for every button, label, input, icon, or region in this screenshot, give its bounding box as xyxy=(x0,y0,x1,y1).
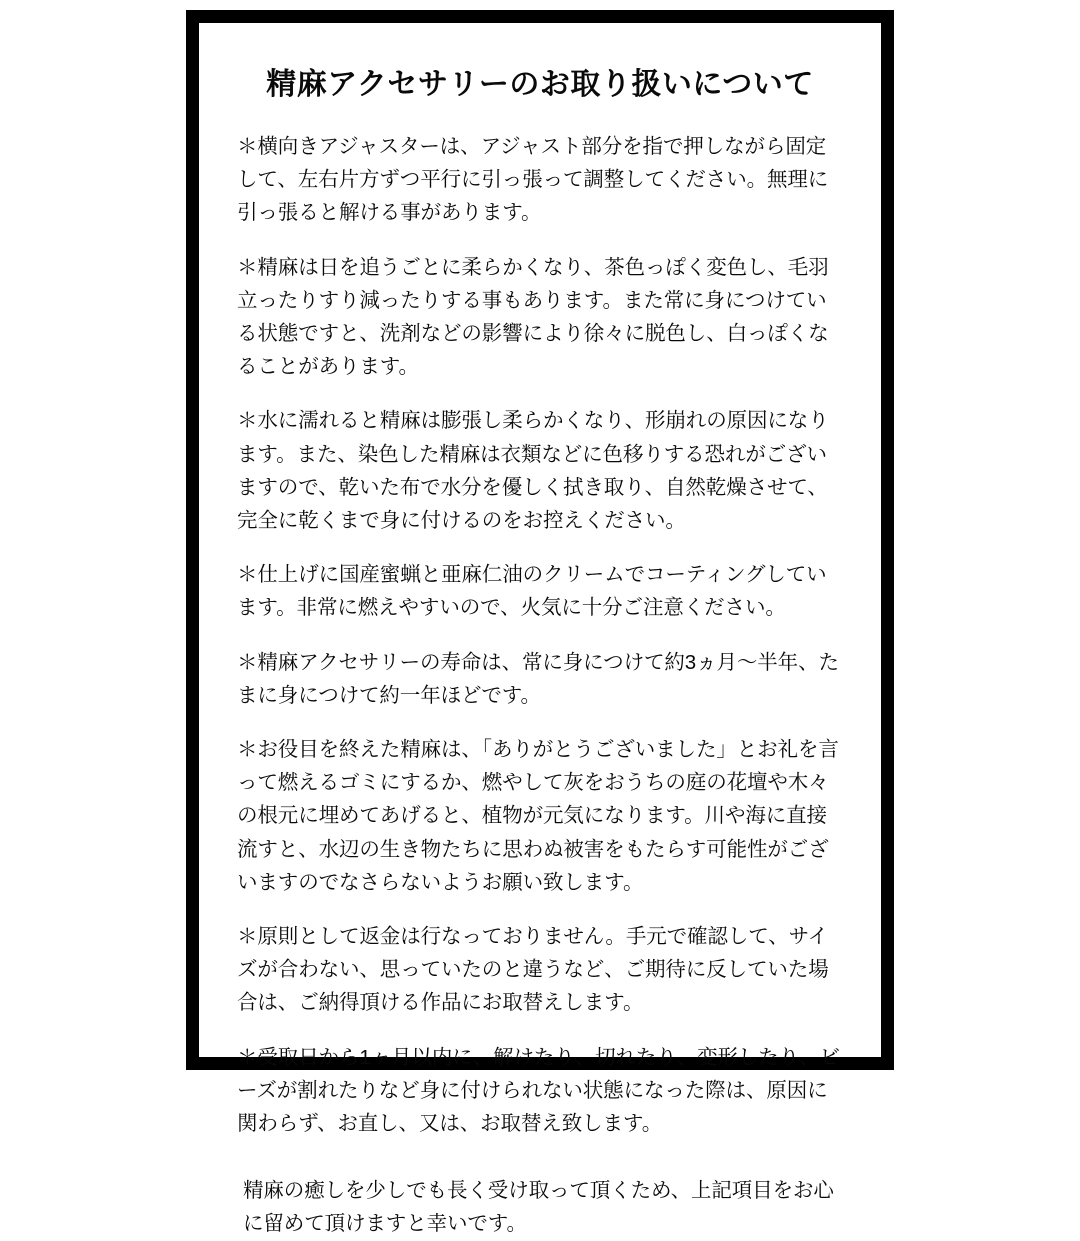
care-paragraph-1: ＊横向きアジャスターは、アジャスト部分を指で押しながら固定して、左右片方ずつ平行に引っ張って調整してください。無理に引っ張ると解ける事があります。 xyxy=(237,135,829,225)
document-body xyxy=(199,23,881,1236)
page-title: 精麻アクセサリーのお取り扱いについて xyxy=(266,68,814,101)
care-paragraph-4: ＊仕上げに国産蜜蝋と亜麻仁油のクリームでコーティングしています。非常に燃えやすいので、火気に十分ご注意ください。 xyxy=(237,563,827,620)
care-paragraph-2: ＊精麻は日を追うごとに柔らかくなり、茶色っぽく変色し、毛羽立ったりすり減ったりする事もあります。また常に身につけている状態ですと、洗剤などの影響により徐々に脱色し、白っぽくなることがあります。 xyxy=(237,255,829,379)
care-paragraph-5: ＊精麻アクセサリーの寿命は、常に身につけて約3ヵ月〜半年、たまに身につけて約一年ほどです。 xyxy=(237,650,839,707)
document-frame xyxy=(186,10,894,1236)
care-paragraph-7: ＊原則として返金は行なっておりません。手元で確認して、サイズが合わない、思っていたのと違うなど、ご期待に反していた場合は、ご納得頂ける作品にお取替えします。 xyxy=(237,925,829,1015)
closing-message: 精麻の癒しを少しでも長く受け取って頂くため、上記項目をお心に留めて頂けますと幸いです。 xyxy=(243,1179,834,1236)
care-paragraph-8: ＊受取日から1ヶ月以内に、解けたり、切れたり、変形したり、ビーズが割れたりなど身に付けられない状態になった際は、原因に関わらず、お直し、又は、お取替え致します。 xyxy=(237,1045,840,1136)
care-paragraph-3: ＊水に濡れると精麻は膨張し柔らかくなり、形崩れの原因になります。また、染色した精麻は衣類などに色移りする恐れがございますので、乾いた布で水分を優しく拭き取り、自然乾燥させて、完全に乾くまで身に付けるのをお控えください。 xyxy=(237,409,829,533)
care-paragraph-6: ＊お役目を終えた精麻は、「ありがとうございました」とお礼を言って燃えるゴミにするか、燃やして灰をおうちの庭の花壇や木々の根元に埋めてあげると、植物が元気になります。川や海に直接流すと、水辺の生き物たちに思わぬ被害をもたらす可能性がございますのでなさらないようお願い致します。 xyxy=(237,738,839,894)
